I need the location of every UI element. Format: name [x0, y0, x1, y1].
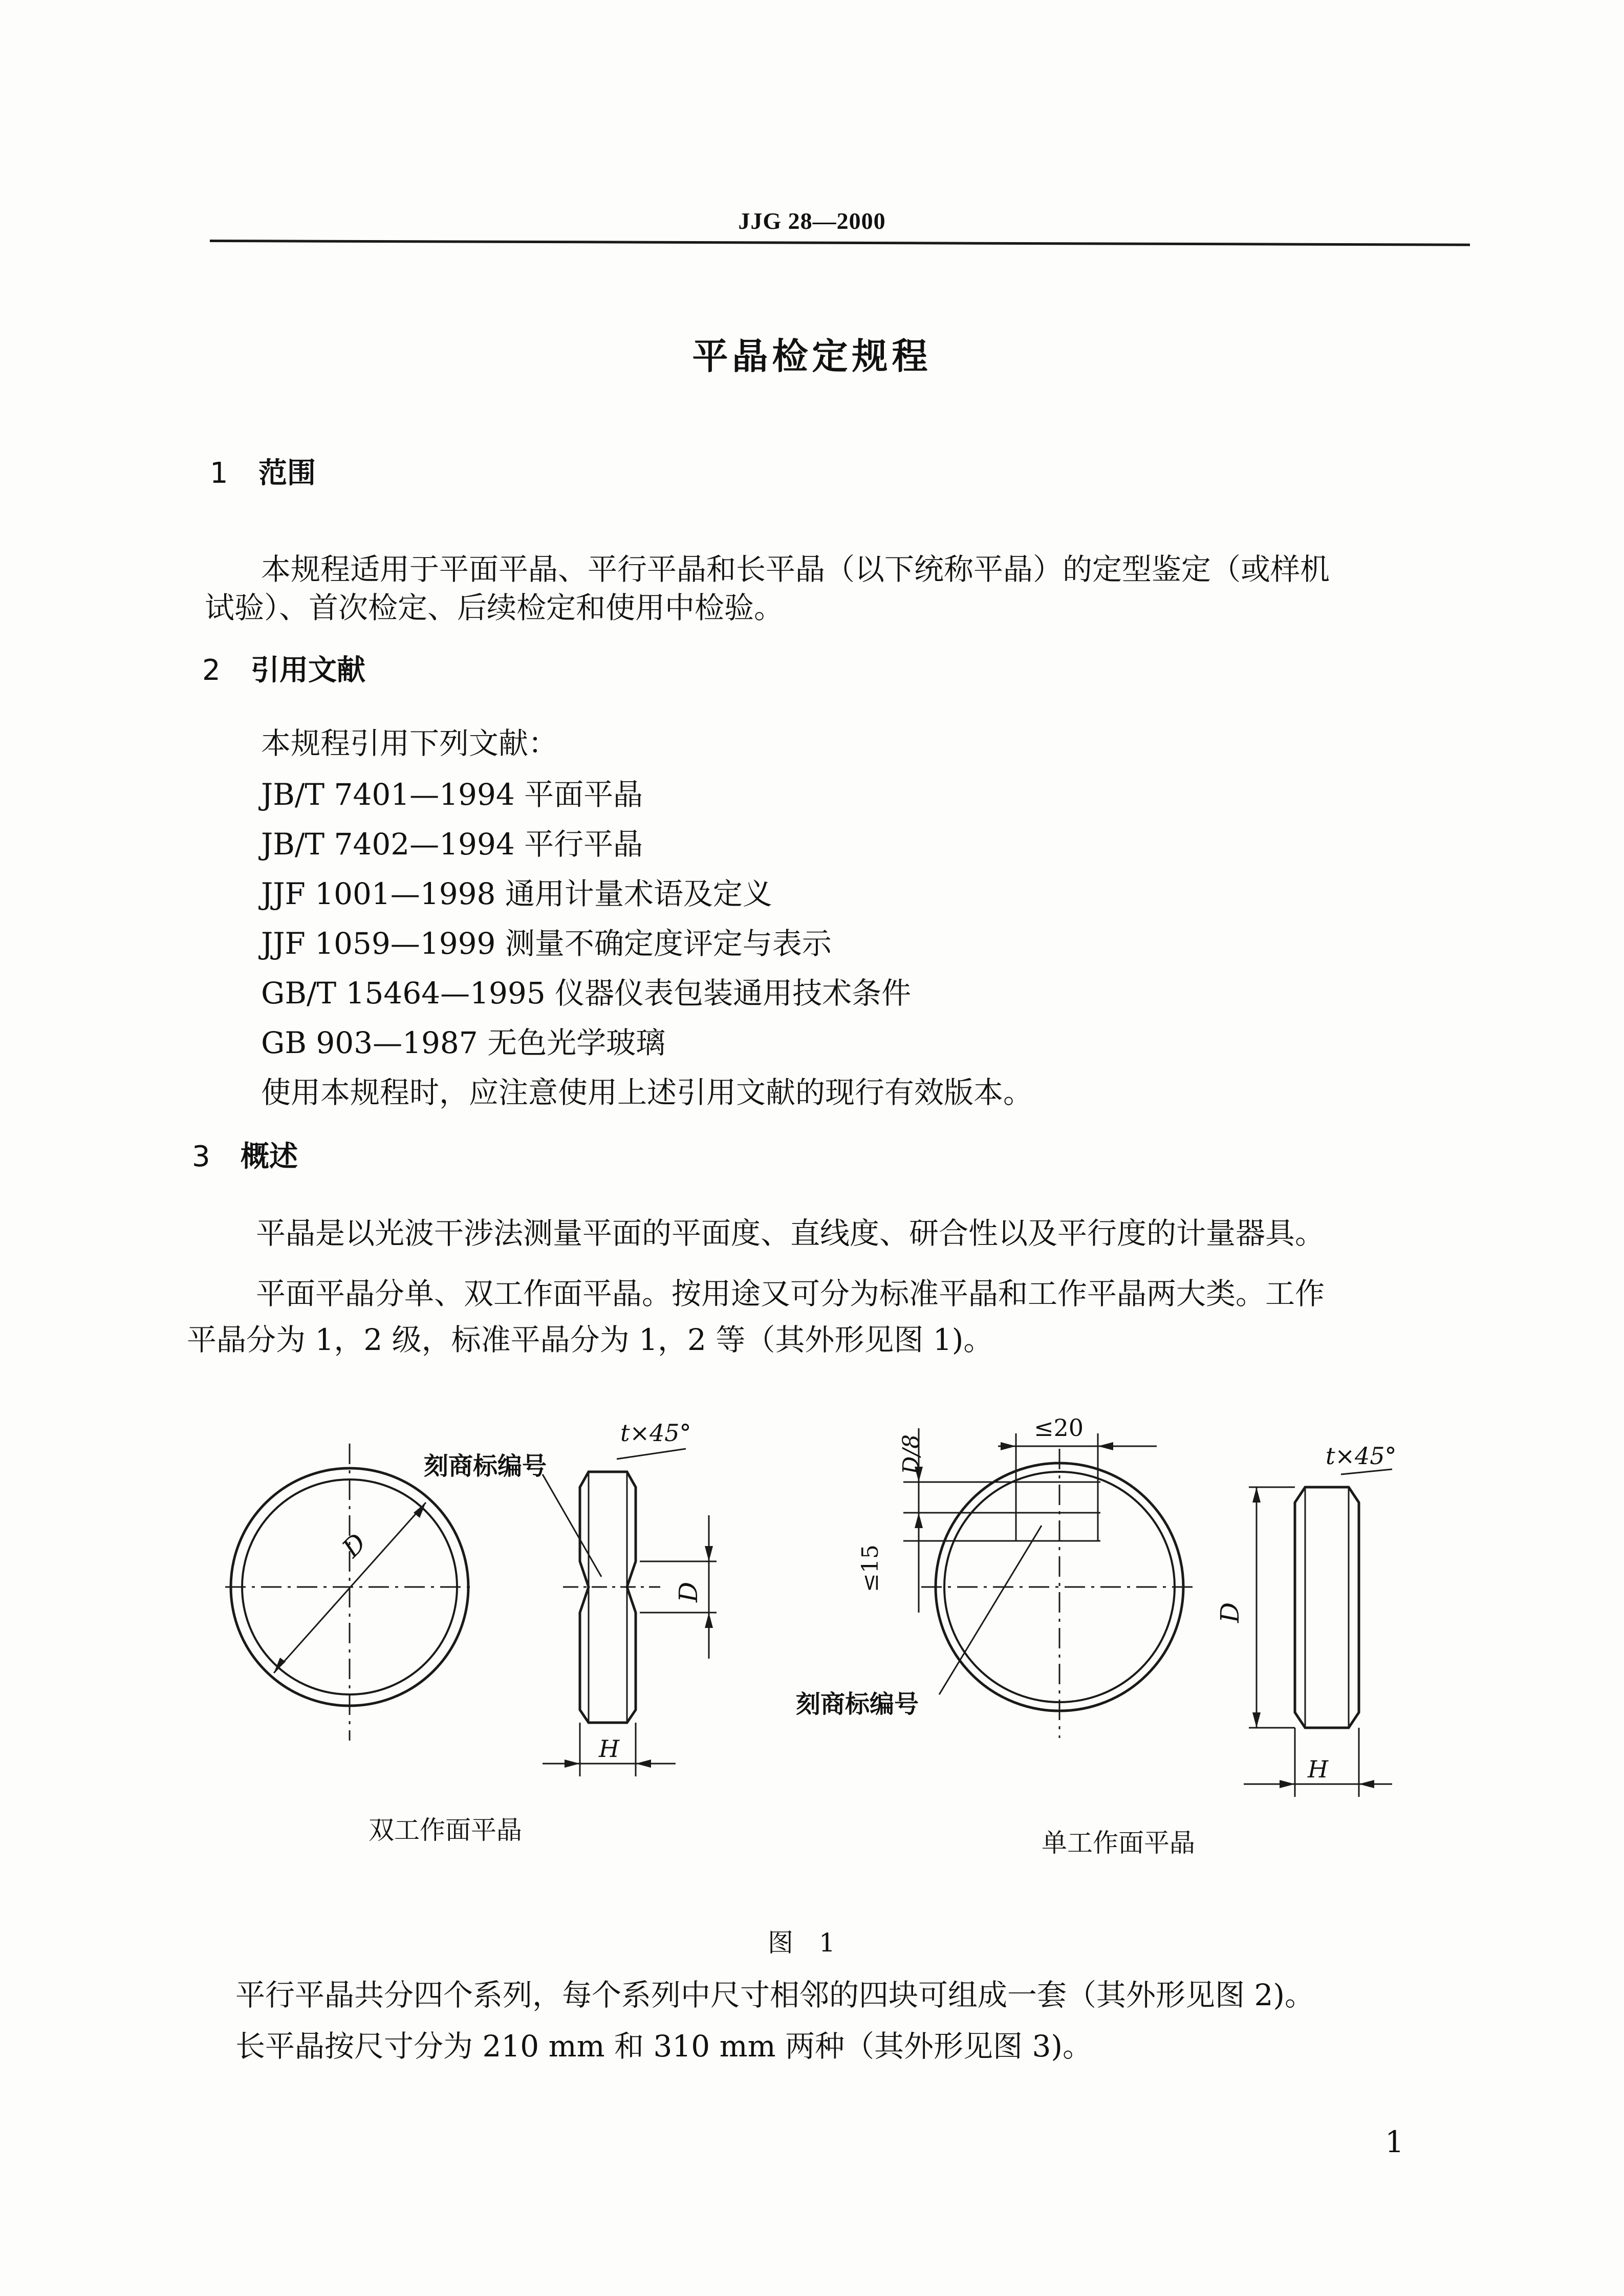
marking-leader: [939, 1526, 1042, 1694]
left-figure-caption: 双工作面平晶: [369, 1815, 522, 1845]
left-chamfer-label: t×45°: [620, 1419, 691, 1447]
paragraph-line: 本规程适用于平面平晶、平行平晶和长平晶（以下统称平晶）的定型鉴定（或样机: [261, 552, 1330, 587]
section-title: 概述: [241, 1140, 298, 1173]
standard-code-header: JJG 28—2000: [738, 208, 886, 234]
chamfer-leader: [617, 1449, 686, 1459]
section-number: 3: [192, 1140, 210, 1173]
reference-item: JJF 1059—1999 测量不确定度评定与表示: [261, 926, 832, 961]
section-number: 1: [210, 457, 228, 490]
right-d-label: D: [1215, 1602, 1245, 1623]
left-marking-label: 刻商标编号: [424, 1452, 547, 1480]
paragraph-line: 长平晶按尺寸分为 210 mm 和 310 mm 两种（其外形见图 3)。: [235, 2029, 1092, 2064]
right-width-label: ≤20: [1034, 1414, 1084, 1442]
arrow-head: [915, 1513, 923, 1528]
single-flat-drawing: [903, 1428, 1392, 1797]
paragraph-line: 平晶分为 1，2 级，标准平晶分为 1，2 等（其外形见图 1)。: [187, 1322, 993, 1357]
right-marking-label: 刻商标编号: [796, 1690, 919, 1719]
chamfer-leader: [1341, 1469, 1392, 1474]
right-chamfer-label: t×45°: [1326, 1442, 1397, 1470]
arrow-head: [1252, 1712, 1261, 1728]
arrow-head: [636, 1759, 651, 1768]
reference-item: JJF 1001—1998 通用计量术语及定义: [261, 876, 772, 911]
references-outro: 使用本规程时，应注意使用上述引用文献的现行有效版本。: [261, 1075, 1033, 1110]
right-d8-label: D/8: [898, 1434, 924, 1474]
arrow-head: [1252, 1487, 1261, 1503]
dimension-arrows: [274, 1442, 1374, 1788]
arrow-head: [705, 1546, 713, 1561]
document-title: 平晶检定规程: [692, 335, 932, 377]
double-flat-drawing: [225, 1444, 717, 1776]
section-number: 2: [202, 654, 221, 687]
right-15-label: ≤15: [857, 1544, 883, 1592]
arrow-head: [1098, 1442, 1113, 1450]
marking-area: [1016, 1482, 1098, 1541]
left-h-label: H: [599, 1735, 620, 1763]
figure-1-caption: 图 1: [768, 1928, 835, 1958]
page-number: 1: [1385, 2125, 1404, 2159]
arrow-head: [565, 1759, 580, 1768]
arrow-head: [1280, 1780, 1295, 1788]
arrow-head: [1001, 1442, 1016, 1450]
paragraph-line: 平面平晶分单、双工作面平晶。按用途又可分为标准平晶和工作平晶两大类。工作: [256, 1276, 1325, 1311]
reference-item: GB 903—1987 无色光学玻璃: [261, 1025, 666, 1060]
paragraph-line: 平行平晶共分四个系列，每个系列中尺寸相邻的四块可组成一套（其外形见图 2)。: [235, 1978, 1314, 2012]
arrow-head: [705, 1613, 713, 1628]
paragraph-line: 试验）、首次检定、后续检定和使用中检验。: [205, 590, 784, 625]
reference-item: JB/T 7402—1994 平行平晶: [261, 827, 643, 862]
paragraph-line: 平晶是以光波干涉法测量平面的平面度、直线度、研合性以及平行度的计量器具。: [256, 1216, 1325, 1251]
right-figure-caption: 单工作面平晶: [1042, 1828, 1195, 1858]
section-title: 范围: [258, 457, 316, 490]
references-intro: 本规程引用下列文献：: [261, 726, 558, 761]
left-d-label: D: [674, 1581, 703, 1602]
marking-leader: [543, 1474, 601, 1577]
arrow-head: [1359, 1780, 1374, 1788]
reference-item: JB/T 7401—1994 平面平晶: [261, 777, 643, 812]
left-diameter-label: D: [336, 1528, 372, 1563]
section-title: 引用文献: [251, 654, 365, 687]
right-h-label: H: [1308, 1755, 1329, 1783]
reference-item: GB/T 15464—1995 仪器仪表包装通用技术条件: [261, 976, 912, 1011]
